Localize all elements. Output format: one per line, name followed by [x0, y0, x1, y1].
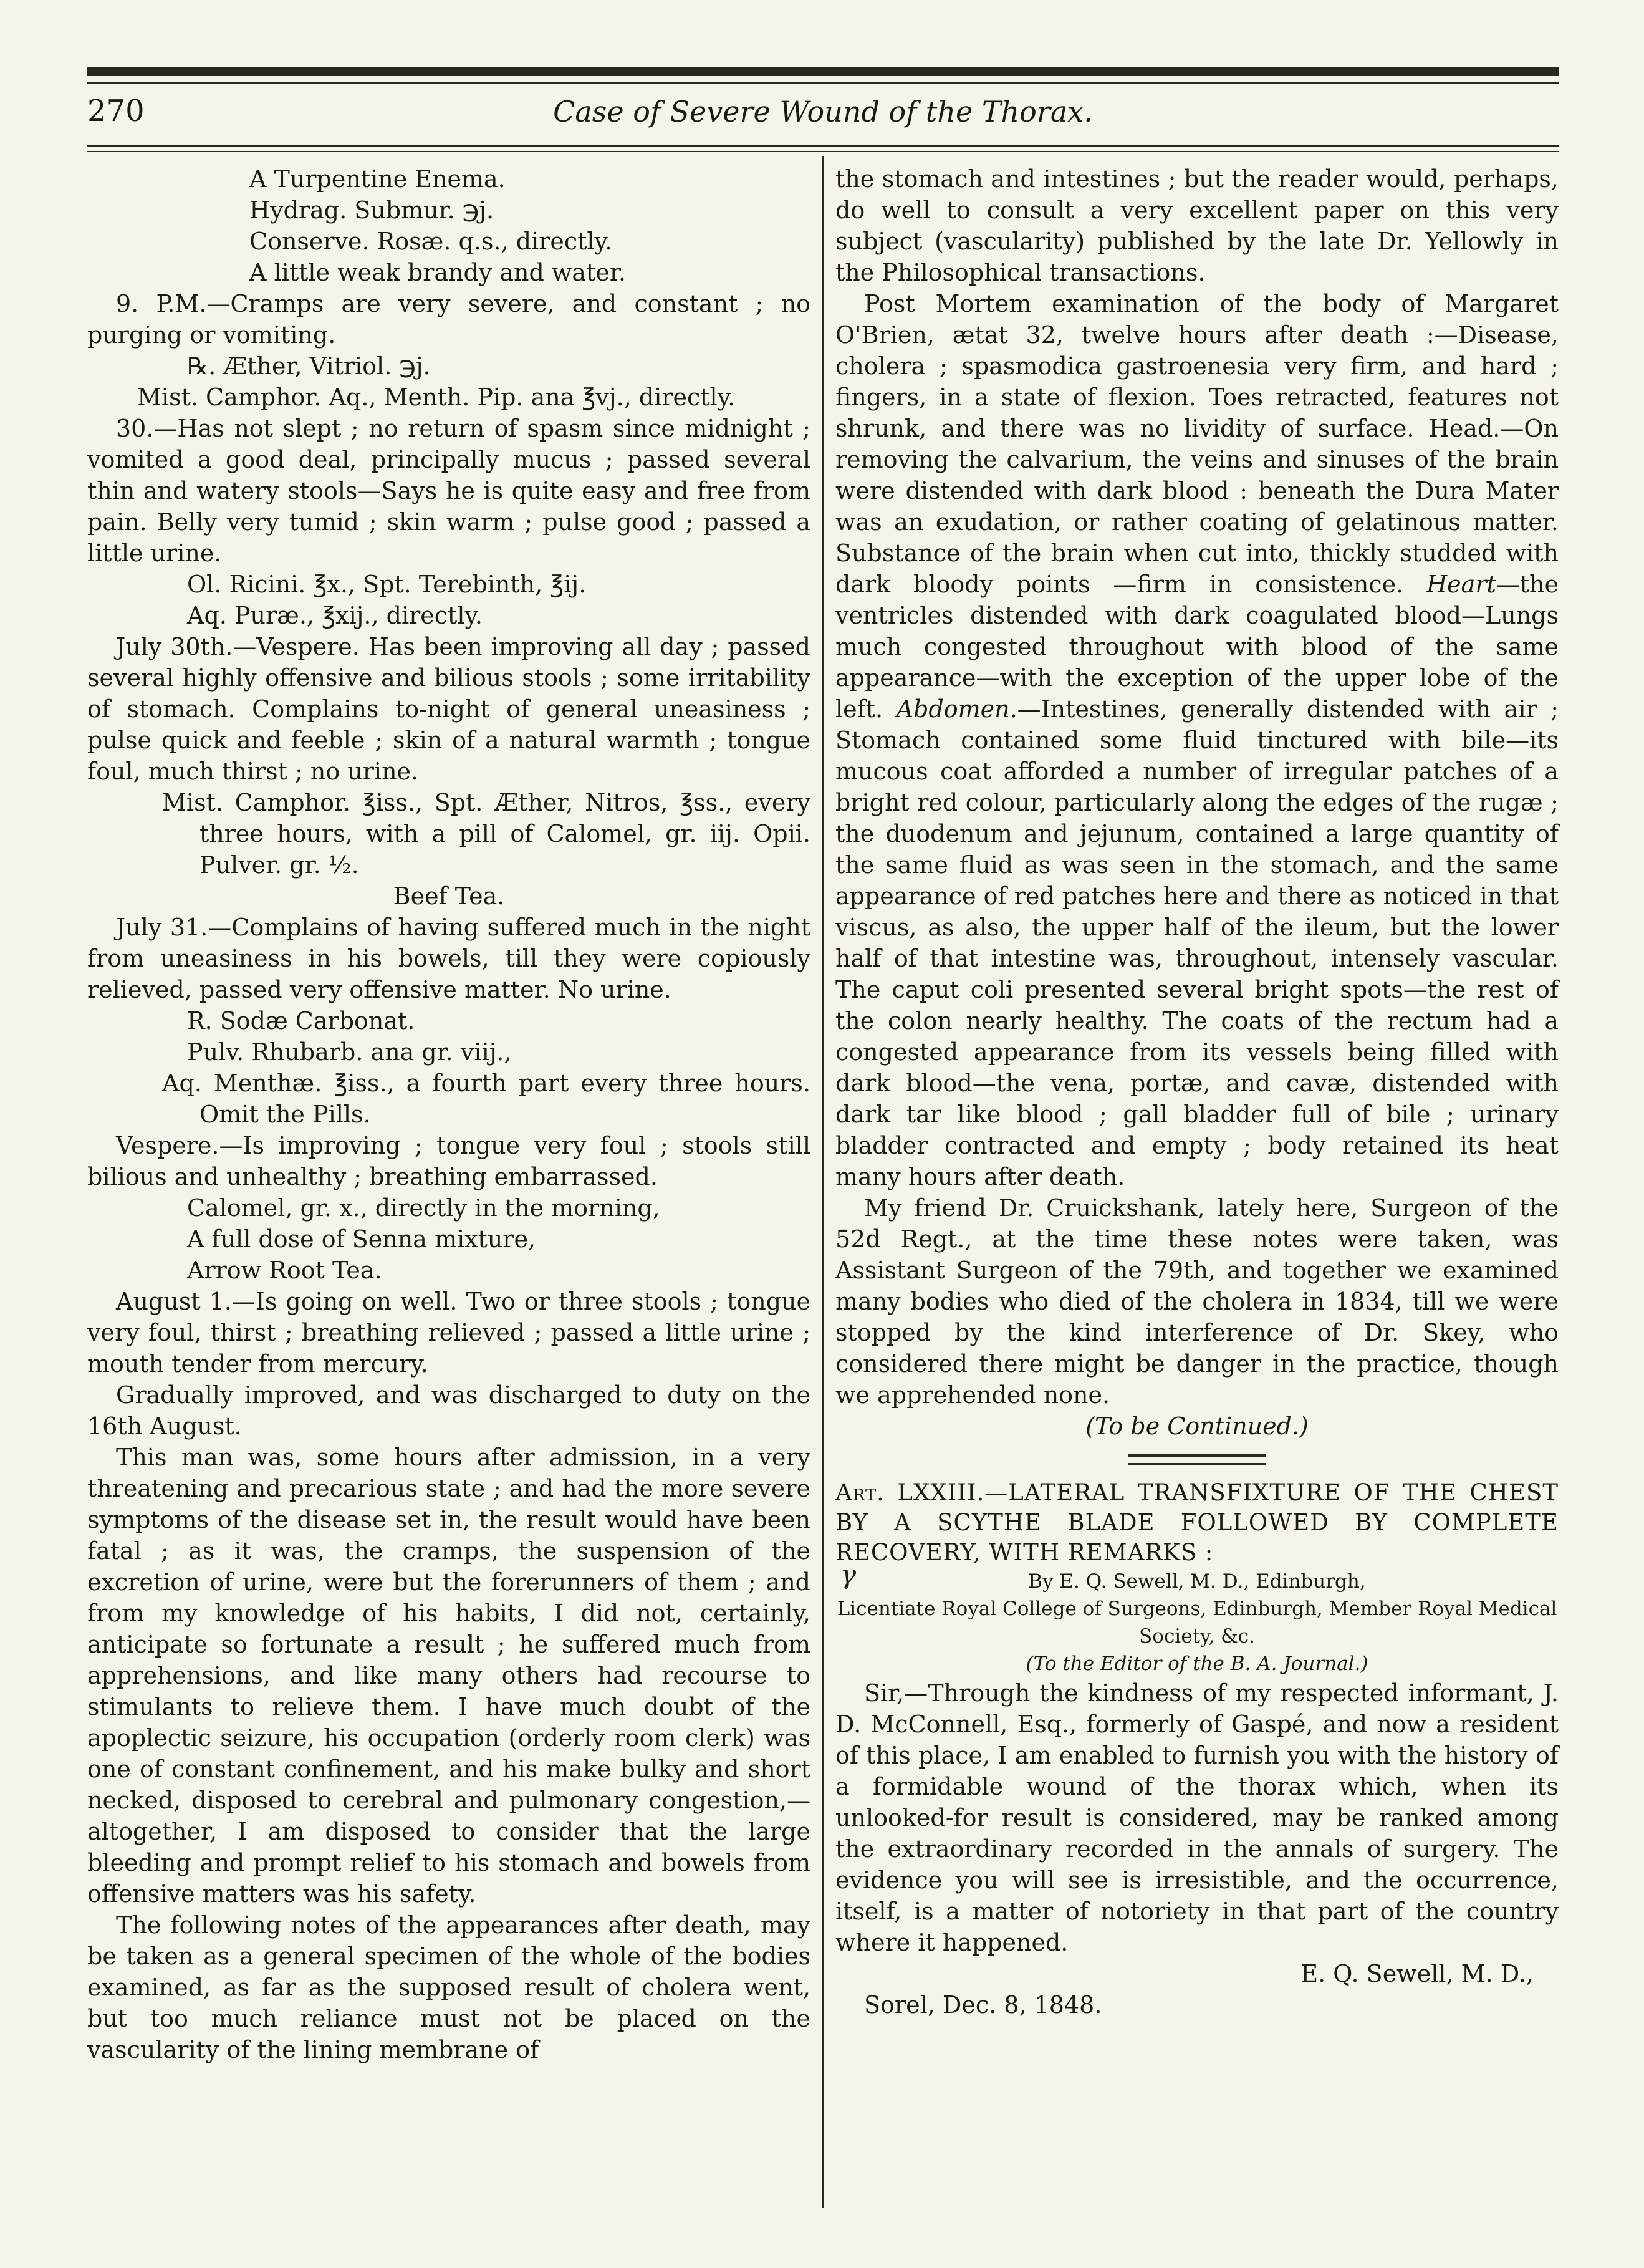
left-paragraph: Conserve. Rosæ. q.s., directly.: [249, 228, 613, 255]
left-paragraph: 30.—Has not slept ; no return of spasm since midnight ; vomited a good deal, principally mucus ; passed several thin and watery stools—Says he is quite easy and free from pain. Belly very tumid ; skin warm ; pulse good ; passed a little urine.: [87, 415, 810, 567]
left-paragraph: The following notes of the appearances after death, may be taken as a general specimen of the whole of the bodies examined, as far as the supposed result of cholera went, but too much reliance must not be placed on the vascularity of the lining membrane of: [87, 1911, 810, 2063]
signature: E. Q. Sewell, M. D.,: [1300, 1960, 1534, 1987]
left-paragraph: Hydrag. Submur. ℈j.: [249, 196, 494, 224]
left-paragraph: R. Sodæ Carbonat.: [187, 1007, 415, 1035]
column-divider: [822, 156, 824, 2208]
left-paragraph: Ol. Ricini. ℥x., Spt. Terebinth, ℥ij.: [187, 571, 587, 598]
left-paragraph: Gradually improved, and was discharged to duty on the 16th August.: [87, 1381, 810, 1440]
article-label: Art. LXXIII.: [835, 1479, 985, 1506]
to-editor-line: (To the Editor of the B. A. Journal.): [1026, 1653, 1368, 1675]
friend-paragraph: My friend Dr. Cruickshank, lately here, Surgeon of the 52d Regt., at the time these notes were taken, was Assistant Surgeon of the 79th, and together we examined many bodies who died of the cholera in 1834, till we were stopped by the kind interference of Dr. Skey, who considered there might be danger in the practice, though we apprehended none.: [835, 1194, 1559, 1409]
left-paragraph: A full dose of Senna mixture,: [187, 1225, 536, 1253]
to-be-continued: (To be Continued.): [1085, 1412, 1309, 1440]
left-paragraph: This man was, some hours after admission, in a very threatening and precarious state ; and had the more severe symptoms of the disease set in, the result would have been fatal ; as it was, the cramps, the suspension of the excretion of urine, were but the forerunners of them ; and from my knowledge of his habits, I did not, certainly, anticipate so fortunate a result ; he suffered much from apprehensions, and like many others had recourse to stimulants to relieve them. I have much doubt of the apoplectic seizure, his occupation (orderly room clerk) was one of constant confinement, and his make bulky and short necked, disposed to cerebral and pulmonary congestion,—altogether, I am disposed to consider that the large bleeding and prompt relief to his stomach and bowels from offensive matters was his safety.: [87, 1444, 810, 1908]
header-rule-thin: [87, 151, 1559, 152]
section-ornament-rule: [1128, 1454, 1266, 1465]
left-paragraph: A little weak brandy and water.: [249, 259, 626, 286]
left-column: [87, 163, 810, 2065]
left-paragraph: July 31.—Complains of having suffered much in the night from uneasiness in his bowels, till they were copiously relieved, passed very offensive matter. No urine.: [87, 914, 810, 1003]
left-paragraph: 9. P.M.—Cramps are very severe, and constant ; no purging or vomiting.: [87, 290, 810, 349]
left-paragraph: August 1.—Is going on well. Two or three stools ; tongue very foul, thirst ; breathing relieved ; passed a little urine ; mouth tender from mercury.: [87, 1288, 810, 1378]
left-paragraph: Arrow Root Tea.: [187, 1257, 382, 1284]
post-mortem-text-a: Post Mortem examination of the body of Margaret O'Brien, ætat 32, twelve hours after death :—Disease, cholera ; spasmodica gastroenesia very firm, and hard ; fingers, in a state of flexion. Toes retracted, features not shrunk, and there was no lividity of surface. Head.—On removing the calvarium, the veins and sinuses of the brain were distended with dark blood : beneath the Dura Mater was an exudation, or rather coating of gelatinous matter. Substance of the brain when cut into, thickly studded with dark bloody points —firm in consistence.: [835, 290, 1559, 598]
page-number: 270: [87, 94, 145, 128]
post-mortem-text-b: —the ventricles distended with dark coagulated blood—Lungs much congested throughout with blood of the same appearance—with the exception of the upper lobe of the left.: [835, 571, 1559, 723]
running-title: Case of Severe Wound of the Thorax.: [553, 95, 1093, 128]
heart-label: Heart: [1426, 571, 1496, 598]
letter-paragraph: Sir,—Through the kindness of my respected informant, J. D. McConnell, Esq., formerly of Gaspé, and now a resident of this place, I am enabled to furnish you with the history of a formidable wound of the thorax which, when its unlooked-for result is considered, may be ranked among the extraordinary recorded in the annals of surgery. The evidence you will see is irresistible, and the occurrence, itself, is a matter of notoriety in that part of the country where it happened.: [835, 1679, 1559, 1956]
left-paragraph: Calomel, gr. x., directly in the morning,: [187, 1194, 660, 1222]
abdomen-label: Abdomen.: [896, 695, 1017, 723]
left-paragraph: Pulv. Rhubarb. ana gr. viij.,: [187, 1038, 512, 1066]
article-title: —LATERAL TRANSFIXTURE OF THE CHEST BY A SCYTHE BLADE FOLLOWED BY COMPLETE RECOVERY, WITH REMARKS :: [835, 1479, 1559, 1566]
top-rule: [87, 67, 1559, 76]
post-mortem-paragraph: [835, 288, 1559, 1192]
left-paragraph: Beef Tea.: [393, 882, 505, 910]
page-header: [87, 94, 1559, 143]
left-paragraph: Vespere.—Is improving ; tongue very foul ; stools still bilious and unhealthy ; breathing embarrassed.: [87, 1132, 810, 1190]
left-paragraph: A Turpentine Enema.: [249, 165, 506, 193]
right-column: [835, 163, 1559, 2020]
post-mortem-text-c: —Intestines, generally distended with air ; Stomach contained some fluid tinctured with bile—its mucous coat afforded a number of irregular patches of a bright red colour, particularly along the edges of the rugæ ; the duodenum and jejunum, contained a large quantity of the same fluid as was seen in the stomach, and the same appearance of red patches here and there as noticed in that viscus, as also, the upper half of the ileum, but the lower half of that intestine was, throughout, intensely vascular. The caput coli presented several bright spots—the rest of the colon nearly healthy. The coats of the rectum had a congested appearance from its vessels being filled with dark blood—the vena, portæ, and cavæ, distended with dark tar like blood ; gall bladder full of bile ; urinary bladder contracted and empty ; body retained its heat many hours after death.: [835, 695, 1559, 1190]
continuation-paragraph: the stomach and intestines ; but the reader would, perhaps, do well to consult a very excellent paper on this very subject (vascularity) published by the late Dr. Yellowly in the Philosophical transactions.: [835, 165, 1559, 286]
author-credentials: Licentiate Royal College of Surgeons, Edinburgh, Member Royal Medical Society, &c.: [837, 1598, 1557, 1648]
header-rule: [87, 145, 1559, 147]
left-paragraph: Aq. Puræ., ℥xij., directly.: [187, 602, 483, 629]
left-paragraph: Mist. Camphor. Aq., Menth. Pip. ana ℥vj., directly.: [137, 384, 736, 411]
article-heading: [835, 1478, 1559, 1568]
left-paragraph: Mist. Camphor. ℥iss., Spt. Æther, Nitros, ℥ss., every three hours, with a pill of Calomel, gr. iij. Opii. Pulver. gr. ½.: [162, 789, 810, 879]
top-rule-thin: [87, 82, 1559, 84]
left-paragraph: Aq. Menthæ. ℥iss., a fourth part every three hours. Omit the Pills.: [162, 1069, 810, 1128]
margin-mark: γ: [840, 1559, 857, 1590]
left-paragraph: July 30th.—Vespere. Has been improving all day ; passed several highly offensive and bilious stools ; some irritability of stomach. Complains to-night of general uneasiness ; pulse quick and feeble ; skin of a natural warmth ; tongue foul, much thirst ; no urine.: [87, 633, 810, 785]
left-paragraph: ℞. Æther, Vitriol. ℈j.: [187, 352, 431, 380]
article-byline: By E. Q. Sewell, M. D., Edinburgh,: [1028, 1570, 1366, 1593]
dateline: Sorel, Dec. 8, 1848.: [864, 1991, 1102, 2019]
